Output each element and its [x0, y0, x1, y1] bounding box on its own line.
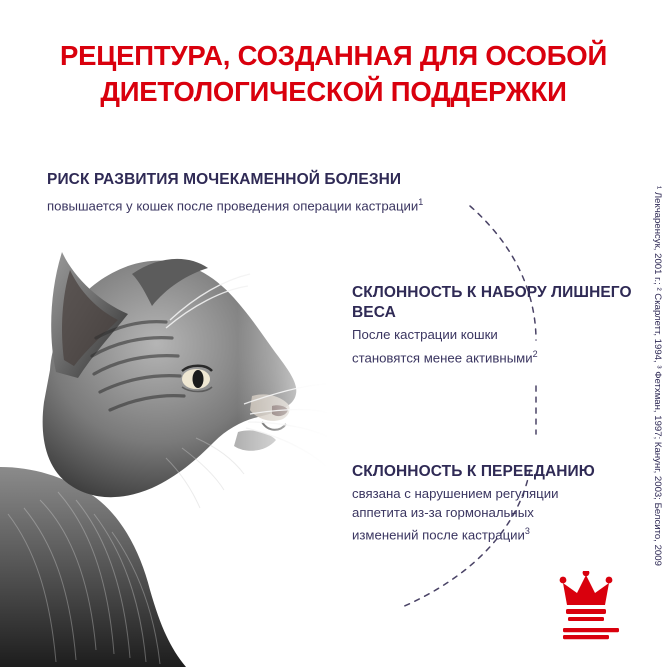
royal-canin-logo: [559, 571, 637, 645]
info-block-urolithiasis: [47, 170, 527, 216]
info-block-3-body-line-1: связана с нарушением регуляции: [352, 486, 559, 501]
info-block-3-body-line-2: аппетита из-за гормональных: [352, 504, 534, 520]
info-block-weight-gain: [352, 283, 642, 367]
info-block-3-title: СКЛОННОСТЬ К ПЕРЕЕДАНИЮ: [352, 463, 595, 480]
info-block-1-body-text: повышается у кошек после проведения операции кастрации: [47, 198, 419, 214]
info-block-1-title: РИСК РАЗВИТИЯ МОЧЕКАМЕННОЙ БОЛЕЗНИ: [47, 171, 402, 188]
page-title-line-2: ДИЕТОЛОГИЧЕСКОЙ ПОДДЕРЖКИ: [100, 76, 567, 107]
info-block-2-title: СКЛОННОСТЬ К НАБОРУ ЛИШНЕГО ВЕСА: [352, 284, 632, 321]
info-block-3-footnote-marker: 3: [524, 526, 530, 536]
cat-photo: [0, 170, 330, 667]
page-title: [0, 38, 667, 110]
info-block-2-body-line-1: После кастрации кошки: [352, 327, 498, 342]
info-block-3-body: [352, 485, 652, 545]
page-title-line-1: РЕЦЕПТУРА, СОЗДАННАЯ ДЛЯ ОСОБОЙ: [59, 40, 608, 71]
info-block-1-footnote-marker: 1: [418, 197, 424, 207]
info-block-2-body: [352, 326, 642, 367]
info-block-1-body: [47, 193, 527, 216]
info-block-2-footnote-marker: 2: [532, 348, 538, 359]
footnote-references: ¹ Лекчаренсук, 2001 г.; ² Скарлетт, 1994, ³ Фетхман, 1997; Канунг, 2003; Белсито, 2009: [652, 186, 663, 566]
info-block-2-body-line-2: становятся менее активными: [352, 349, 533, 365]
info-block-3-body-line-3: изменений после кастрации: [352, 527, 525, 543]
info-block-overeating: [352, 462, 652, 545]
